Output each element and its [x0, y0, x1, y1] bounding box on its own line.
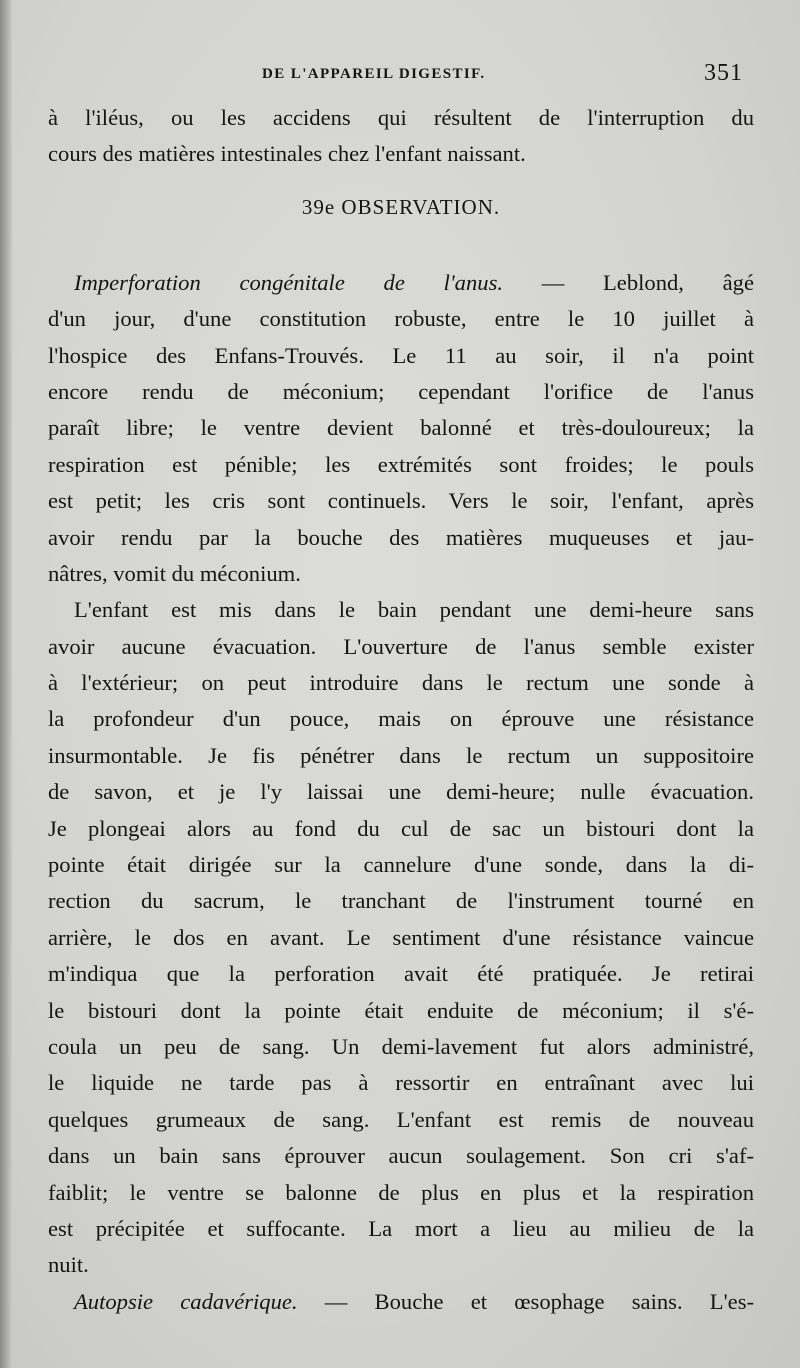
text-line: nâtres, vomit du méconium. [48, 560, 301, 586]
observation-heading: 39e OBSERVATION. [301, 194, 501, 219]
page-number: 351 [704, 60, 743, 86]
text-line: est précipitée et suffocante. La mort a lieu au milieu de la [48, 1215, 754, 1241]
text-line: coula un peu de sang. Un demi-lavement fut alors administré, [48, 1033, 754, 1059]
case-paragraph [48, 265, 754, 593]
text-line: à l'extérieur; on peut introduire dans le rectum une sonde à [48, 670, 754, 696]
text-line: nuit. [48, 1252, 89, 1278]
intro-paragraph [48, 100, 754, 173]
text-line: Je plongeai alors au fond du cul de sac un bistouri dont la [48, 815, 754, 841]
page-gutter-shadow [0, 0, 12, 1368]
text-line: pointe était dirigée sur la cannelure d'une sonde, dans la di- [48, 852, 754, 878]
text-line: à l'iléus, ou les accidens qui résultent de l'interruption du [48, 105, 754, 130]
text-line: L'enfant est mis dans le bain pendant une demi-heure sans [74, 597, 754, 623]
text-line: de savon, et je l'y laissai une demi-heure; nulle évacuation. [48, 779, 754, 805]
text-line: cours des matières intestinales chez l'enfant naissant. [48, 141, 526, 167]
autopsy-title: Autopsie cadavérique. [74, 1288, 298, 1314]
text-line: le liquide ne tarde pas à ressortir en entraînant avec lui [48, 1070, 754, 1096]
text-line: rection du sacrum, le tranchant de l'instrument tourné en [48, 888, 754, 914]
running-head [0, 62, 800, 92]
text-line: arrière, le dos en avant. Le sentiment d'une résistance vaincue [48, 924, 754, 950]
autopsy-paragraph [48, 1284, 754, 1320]
text-line: avoir rendu par la bouche des matières muqueuses et jau- [48, 524, 754, 550]
text-line: faiblit; le ventre se balonne de plus en plus et la respiration [48, 1179, 754, 1205]
treatment-paragraph [48, 592, 754, 1283]
case-title: Imperforation congénitale de l'anus. [74, 269, 504, 295]
case-title-rest: — Leblond, âgé [503, 269, 754, 295]
text-line [48, 1284, 754, 1320]
text-line: dans un bain sans éprouver aucun soulagement. Son cri s'af- [48, 1143, 754, 1169]
text-line: la profondeur d'un pouce, mais on éprouve une résistance [48, 706, 754, 732]
text-line: insurmontable. Je fis pénétrer dans le rectum un suppositoire [48, 742, 754, 768]
text-line [48, 265, 754, 301]
body-text [48, 100, 754, 1320]
text-line: quelques grumeaux de sang. L'enfant est remis de nouveau [48, 1106, 754, 1132]
text-line: m'indiqua que la perforation avait été pratiquée. Je retirai [48, 961, 754, 987]
text-line: encore rendu de méconium; cependant l'orifice de l'anus [48, 378, 754, 404]
autopsy-rest: — Bouche et œsophage sains. L'es- [297, 1288, 755, 1314]
text-line: le bistouri dont la pointe était enduite de méconium; il s'é- [48, 997, 754, 1023]
text-line: l'hospice des Enfans-Trouvés. Le 11 au soir, il n'a point [48, 342, 754, 368]
text-line: est petit; les cris sont continuels. Vers le soir, l'enfant, après [48, 488, 754, 514]
text-line: d'un jour, d'une constitution robuste, entre le 10 juillet à [48, 306, 754, 332]
text-line: respiration est pénible; les extrémités sont froides; le pouls [48, 451, 754, 477]
text-line: paraît libre; le ventre devient balonné et très-douloureux; la [48, 415, 754, 441]
text-line: avoir aucune évacuation. L'ouverture de l'anus semble exister [48, 633, 754, 659]
running-head-title: DE L'APPAREIL DIGESTIF. [262, 66, 486, 82]
